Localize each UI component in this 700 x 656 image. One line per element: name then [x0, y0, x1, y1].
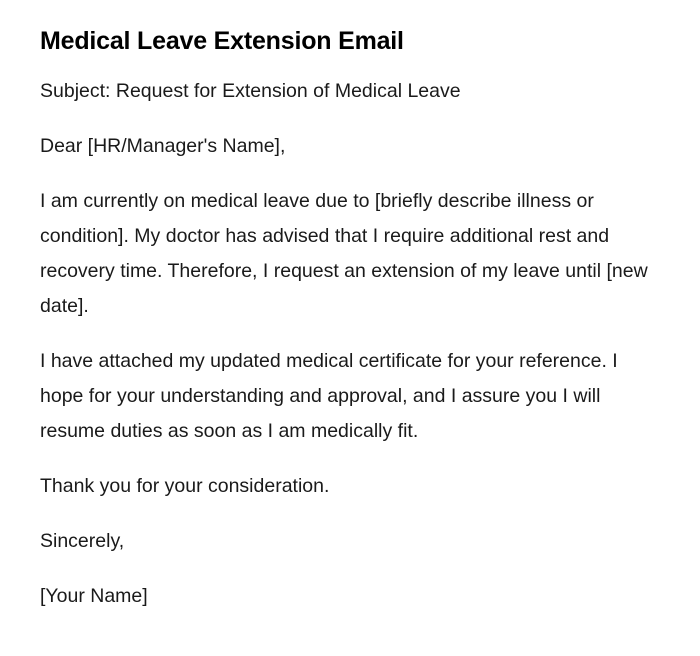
email-body-paragraph-1: I am currently on medical leave due to [briefly describe illness or condition]. My doctor has advised that I require additional rest and recovery time. Therefore, I request an extension of my leave until [new date].	[40, 190, 648, 317]
document-title: Medical Leave Extension Email	[40, 27, 404, 55]
email-subject: Subject: Request for Extension of Medical Leave	[40, 80, 461, 102]
email-body-paragraph-2: I have attached my updated medical certificate for your reference. I hope for your understanding and approval, and I assure you I will resume duties as soon as I am medically fit.	[40, 350, 618, 442]
email-thanks: Thank you for your consideration.	[40, 475, 330, 497]
email-greeting: Dear [HR/Manager's Name],	[40, 135, 286, 157]
email-closing: Sincerely,	[40, 530, 125, 552]
email-signature: [Your Name]	[40, 585, 148, 607]
